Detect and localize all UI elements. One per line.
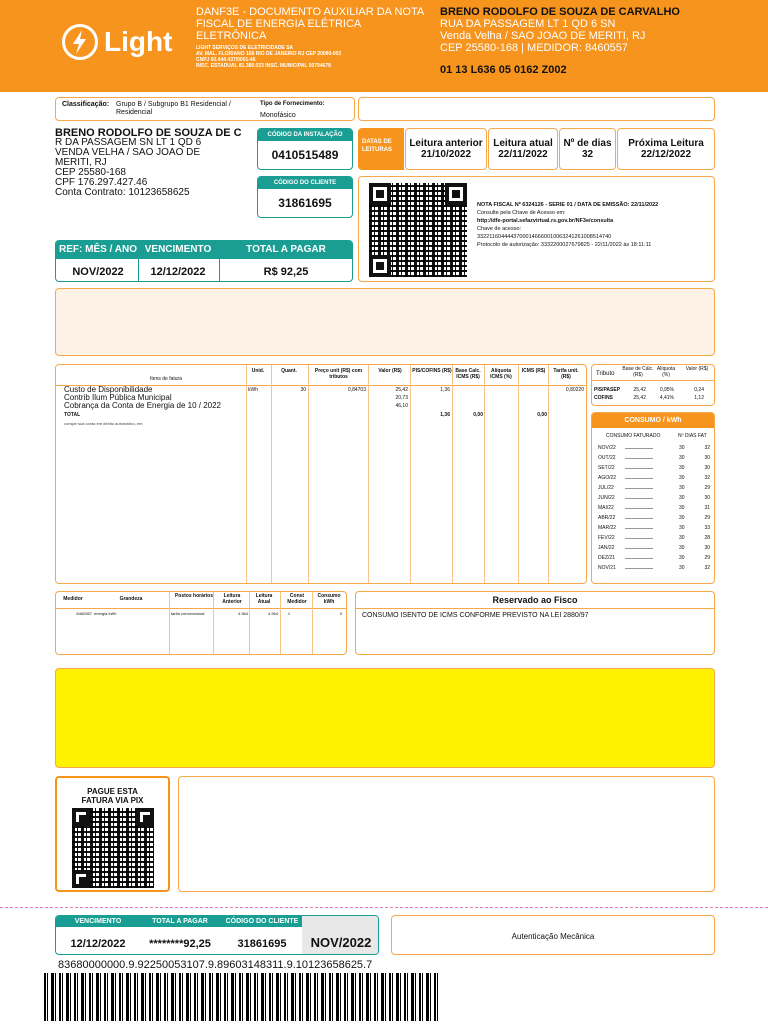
consumo-days: 31: [704, 505, 711, 511]
consumo-value: 30: [678, 505, 685, 511]
consumo-row: [598, 493, 710, 503]
ref-label: REF: MÊS / ANO: [59, 244, 137, 255]
cut-line: [0, 907, 768, 908]
consumo-dash: [625, 568, 652, 569]
header-customer-city: Venda Velha / SAO JOAO DE MERITI, RJ: [440, 30, 646, 42]
consumo-dash: [625, 528, 652, 529]
consumo-value: 30: [678, 455, 685, 461]
consumo-days: 29: [704, 515, 711, 521]
consumo-value: 30: [678, 465, 685, 471]
header-bar: [0, 0, 768, 92]
supply-label: Tipo de Fornecimento:: [260, 101, 325, 107]
consumo-month: ABR/22: [598, 515, 616, 521]
consumo-month: DEZ/21: [598, 555, 615, 561]
consumo-value: 30: [678, 475, 685, 481]
classification-box: [55, 97, 355, 121]
consumo-row: [598, 543, 710, 553]
nota-line3[interactable]: http://dfe-portal.sefazvirtual.rs.gov.br/NF3e/consulta: [477, 218, 614, 224]
consumo-row: [598, 473, 710, 483]
client-code-box: [257, 176, 353, 218]
reading-days: Nº de dias 32: [559, 128, 616, 170]
header-customer-street: RUA DA PASSAGEM LT 1 QD 6 SN: [440, 18, 616, 30]
consumo-row: [598, 533, 710, 543]
message-box: [55, 288, 715, 356]
consumo-dash: [625, 508, 652, 509]
barcode: [44, 973, 440, 1021]
client-code-label: CÓDIGO DO CLIENTE: [258, 177, 352, 189]
fisco-title: Reservado ao Fisco: [492, 595, 578, 605]
consumo-row: [598, 463, 710, 473]
nota-line2: Consulte pela Chave de Acesso em:: [477, 210, 566, 216]
reading-current: Leitura atual 22/11/2022: [488, 128, 558, 170]
consumo-month: FEV/22: [598, 535, 615, 541]
readings-datas-label: DATAS DE LEITURAS: [358, 128, 404, 170]
tributos-box: Tributo Base de Cálc. (R$) Alíquota (%) Valor (R$) PIS/PASEP 25,42 0,95% 0,24 COFINS 25,42 4,41% 1,12: [591, 364, 715, 406]
client-code-value: 31861695: [278, 196, 332, 210]
reading-previous: Leitura anterior 21/10/2022: [405, 128, 487, 170]
due-label: VENCIMENTO: [144, 244, 212, 255]
company-name: LIGHT SERVIÇOS DE ELETRICIDADE SA: [196, 45, 294, 51]
consumo-value: 30: [678, 485, 685, 491]
lightning-icon: [62, 24, 98, 60]
nota-line4: Chave de acesso:: [477, 226, 522, 232]
consumo-dash: [625, 538, 652, 539]
customer-name: BRENO RODOLFO DE SOUZA DE C: [55, 127, 242, 139]
pix-box: [55, 776, 170, 892]
consumo-box: CONSUMO / kWh CONSUMO FATURADO Nº DIAS FAT NOV/22 30 32 OUT/22 30 30 SET/22 30 30 AGO/22 30 32 JUL/22 30 29 JUN/22 30 30 MAI/22 30 31 ABR/22 30 29 MAR/22 30 33 FEV/22 30 28 JAN/22 30 30 DEZ/21 30 29 NOV/21 30 32: [591, 412, 715, 584]
consumo-value: 30: [678, 525, 685, 531]
consumo-days: 30: [704, 455, 711, 461]
company-insc: INSC. ESTADUAL 81.380.023 INSC. MUNICIPAL 00794678: [196, 63, 331, 69]
consumo-month: MAR/22: [598, 525, 617, 531]
stub-month-value: NOV/2022: [310, 935, 372, 950]
stub-due-value: 12/12/2022: [70, 938, 126, 950]
installation-code-value: 0410515489: [271, 148, 339, 162]
light-logo: [62, 24, 182, 64]
company-address: AV. MAL. FLORIANO 168 RIO DE JANEIRO RJ CEP 20080-002: [196, 51, 342, 57]
info-box: [178, 776, 715, 892]
consumo-row: [598, 453, 710, 463]
total-label: TOTAL A PAGAR: [246, 244, 326, 255]
classification-value: Grupo B / Subgrupo B1 Residencial / Residencial: [116, 101, 231, 116]
auth-box: [391, 915, 715, 955]
empty-top-box: [358, 97, 715, 121]
stub-total-value: ********92,25: [149, 938, 211, 950]
consumo-dash: [625, 548, 652, 549]
consumo-dash: [625, 498, 652, 499]
consumo-row: [598, 523, 710, 533]
item-desc-3: Cobrança da Conta de Energia de 10 / 2022: [64, 401, 222, 410]
customer-line3: MERITI, RJ: [55, 157, 107, 168]
customer-contract: Conta Contrato: 10123658625: [55, 187, 190, 198]
consumo-dash: [625, 478, 652, 479]
nota-qr-code: [369, 183, 467, 277]
items-note: conspe sua conta em débito automático, em: [64, 421, 143, 426]
stub-client-value: 31861695: [237, 938, 287, 950]
customer-line2: VENDA VELHA / SAO JOAO DE: [55, 147, 201, 158]
company-cnpj: CNPJ 60.444.437/0001-46: [196, 57, 256, 63]
consumo-month: JAN/22: [598, 545, 615, 551]
stub-box: VENCIMENTO TOTAL A PAGAR CÓDIGO DO CLIENTE 12/12/2022 ********92,25 31861695 NOV/2022: [55, 915, 379, 955]
consumo-days: 29: [704, 485, 711, 491]
auth-label: Autenticação Mecânica: [511, 932, 595, 941]
consumo-days: 28: [704, 535, 711, 541]
due-value: 12/12/2022: [150, 266, 206, 278]
consumo-rows: [598, 443, 710, 573]
nota-line5: 33221160444437000146660010063241261008514740: [477, 234, 612, 240]
consumo-month: OUT/22: [598, 455, 616, 461]
consumo-days: 32: [704, 565, 711, 571]
consumo-dash: [625, 448, 652, 449]
consumo-dash: [625, 458, 652, 459]
consumo-value: 30: [678, 535, 685, 541]
consumo-month: MAI/22: [598, 505, 614, 511]
consumo-dash: [625, 558, 652, 559]
total-value: R$ 92,25: [263, 266, 309, 278]
consumo-days: 32: [704, 475, 711, 481]
consumo-row: [598, 443, 710, 453]
consumo-month: JUL/22: [598, 485, 614, 491]
pix-label-2: FATURA VIA PIX: [81, 796, 144, 805]
items-table: Itens de fatura Unid. Quant. Preço unit (R$) com tributos Valor (R$) PIS/COFINS (R$) Base Calc. ICMS (R$) Alíquota ICMS (%) ICMS (R$) Tarifa unit. (R$) Custo de Disponibilidade kWh 30 0,84703 25,42 1,36 0,80220 Contrib Ilum Pública Municipal 20,73 Cobrança da Conta de Energia de 10 / 2022 46,10 TOTAL 1,36 0,00 0,00 conspe sua conta em débito automático, em: [55, 364, 587, 584]
yellow-notice-box: [55, 668, 715, 768]
item-desc-2: Contrib Ilum Pública Municipal: [64, 393, 172, 402]
barcode-number: 83680000000.9.92250053107.9.89603148311.9.10123658625.7: [58, 959, 373, 971]
fisco-text: CONSUMO ISENTO DE ICMS CONFORME PREVISTO NA LEI 2880/97: [362, 612, 589, 619]
consumo-days: 32: [704, 445, 711, 451]
consumo-days: 29: [704, 555, 711, 561]
consumo-title: CONSUMO / kWh: [592, 413, 714, 428]
consumo-dash: [625, 468, 652, 469]
classification-label: Classificação:: [62, 101, 110, 108]
consumo-dash: [625, 488, 652, 489]
consumo-days: 30: [704, 545, 711, 551]
item-desc-1: Custo de Disponibilidade: [64, 385, 153, 394]
consumo-dash: [625, 518, 652, 519]
consumo-value: 30: [678, 515, 685, 521]
consumo-days: 30: [704, 495, 711, 501]
nota-line1: NOTA FISCAL Nº 6324126 - SERIE 01 / DATA DE EMISSÃO: 22/11/2022: [477, 202, 659, 208]
consumo-days: 30: [704, 465, 711, 471]
consumo-value: 30: [678, 555, 685, 561]
installation-code-label: CÓDIGO DA INSTALAÇÃO: [258, 129, 352, 141]
header-code: 01 13 L636 05 0162 Z002: [440, 64, 567, 76]
nota-fiscal-box: [358, 176, 715, 282]
consumo-row: [598, 563, 710, 573]
doc-title-1: DANF3E - DOCUMENTO AUXILIAR DA NOTA: [196, 6, 425, 18]
doc-title-2: FISCAL DE ENERGIA ELÉTRICA ELETRÔNICA: [196, 18, 361, 42]
consumo-value: 30: [678, 495, 685, 501]
fisco-box: [355, 591, 715, 655]
consumo-row: [598, 513, 710, 523]
nota-line6: Protocolo de autorização: 3332200027679825 - 22/11/2022 às 18:11:11: [477, 242, 652, 248]
medidor-table: Medidor Grandeza Postos horários Leitura Anterior Leitura Atual Const Medidor Consumo kWh 8460557 energia kWh tarifa convencional 4.964 4.964 1 0: [55, 591, 347, 655]
consumo-value: 30: [678, 545, 685, 551]
supply-value: Monofásico: [260, 112, 296, 119]
customer-cpf: CPF 176.297.427.46: [55, 177, 148, 188]
logo-text: Light: [104, 26, 173, 57]
consumo-row: [598, 553, 710, 563]
consumo-month: JUN/22: [598, 495, 615, 501]
header-customer-name: BRENO RODOLFO DE SOUZA DE CARVALHO: [440, 6, 680, 18]
consumo-month: SET/22: [598, 465, 615, 471]
customer-line1: R DA PASSAGEM SN LT 1 QD 6: [55, 137, 202, 148]
consumo-month: NOV/22: [598, 445, 616, 451]
consumo-value: 30: [678, 445, 685, 451]
pix-label-1: PAGUE ESTA: [87, 787, 138, 796]
consumo-row: [598, 503, 710, 513]
items-total-label: TOTAL: [64, 412, 81, 418]
pix-qr-code[interactable]: [72, 808, 154, 888]
ref-value: NOV/2022: [72, 266, 124, 278]
reading-next: Próxima Leitura 22/12/2022: [617, 128, 715, 170]
customer-cep: CEP 25580-168: [55, 167, 126, 178]
header-customer-cep: CEP 25580-168 | MEDIDOR: 8460557: [440, 42, 628, 54]
consumo-value: 30: [678, 565, 685, 571]
consumo-month: NOV/21: [598, 565, 616, 571]
consumo-row: [598, 483, 710, 493]
billing-box: [55, 240, 353, 282]
installation-code-box: [257, 128, 353, 170]
consumo-days: 33: [704, 525, 711, 531]
consumo-month: AGO/22: [598, 475, 617, 481]
